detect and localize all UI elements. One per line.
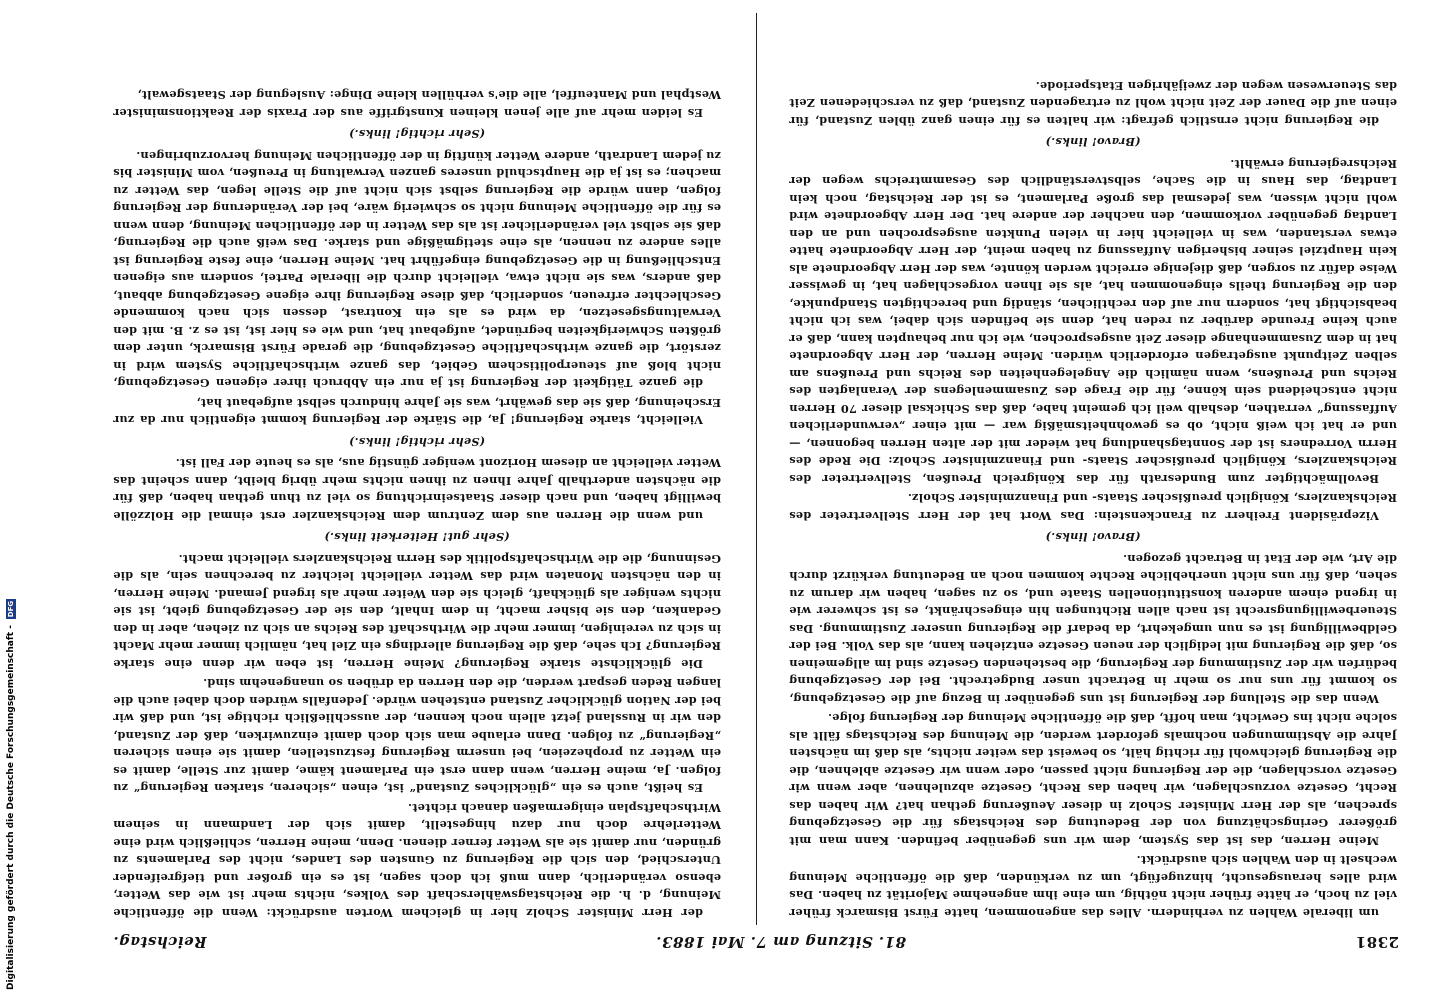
page-header — [105, 931, 1405, 953]
paragraph: (Sehr richtig! links.) — [348, 127, 486, 142]
paragraph: (Bravo! links.) — [1045, 135, 1141, 150]
dfg-logo-icon: DFG — [7, 600, 15, 618]
paragraph: Vizepräsident Freiherr zu Franckenstein: Das Wort hat der Herr Stellvertreter des Reichskanzlers, Königlich preußischer Staats- und Finanzminister Scholz. — [789, 491, 1397, 523]
paragraph: der Herr Minister Scholz hier in gleichem Worten ausdrückt: Wenn die öffentliche Meinung, d. h. die Reichstagswählerschaft des Volkes, nichts mehr ist wie das Wetter, ebenso veränderlich, dann muß ich doch sagen, ist es ein großer und tiefgreifender Unterschied, den sich die Regierung zu Gunsten des Landes, nicht des Parlaments zu gründen, nur damit sie als Wetter ferner dienen. Denn, meine Herren, schließlich wird eine Wetterlehre doch nur dazu hingestellt, damit sich der Landmann in seinem Wirthschaftsplan einigermaßen danach richtet. — [113, 801, 721, 920]
paragraph: Es heißt, auch es ein „glückliches Zustand“ ist, einen „sicheren, starken Regierung“ zu folgen. Ja, meine Herren, wenn dann erst ein Parlament käme, damit zur Stelle, damit es ein Wetter zu prophezeien, bei unserm Regierung festzustellen, damit sie einen sicheren „Regierung“ zu folgen. Dann erlaube man sich doch damit einzuwirken, daß der Zustand, den wir in Russland jetzt allein noch kennen, der ausschließlich richtige ist, und daß wir bei der Nation glücklicher Zustand entstehen würde. Jedenfalls würden doch dabei auch die langen Reden gespart werden, die den Herren da drüben so unangenehm sind. — [113, 676, 721, 796]
paragraph: (Sehr gut! Heiterkeit links.) — [324, 530, 510, 545]
paragraph: Meine Herren, das ist das System, dem wir uns gegenüber befinden. Kann man mit größerer Geringschätzung von der Bedeutung des Reichstags für die Gesetzgebung sprechen, als der Herr Minister Scholz in dieser Aeußerung gethan hat? Wir haben das Recht, Gesetze vorzuschlagen, wir haben das Recht, Gesetze abzulehnen, aber wenn wir Gesetze vorschlagen, die der Regierung nicht passen, oder wenn wir Gesetze ablehnen, die die Regierung gleichwohl für richtig hält, so beweist das weiter nichts, als daß im nächsten Jahre die Abstimmungen nochmals gefordert werden, die Meinung des Reichstags fällt als solche nicht ins Gewicht, man hofft, daß die öffentliche Meinung der Regierung folge. — [789, 711, 1397, 848]
text-column-left — [789, 16, 1397, 921]
paragraph: Wenn das die Stellung der Regierung ist uns gegenüber in Bezug auf die Gesetzgebung, so kommt für uns nur so mehr in Betracht unser Budgetrecht. Bei der Gesetzgebung bedürfen wir der Zustimmung der Regierung, die bestehenden Gesetze sind im allgemeinen so, daß die Regierung mit lediglich der neuen Gesetze entziehen kann, als das Volk. Bei der Geldbewilligung ist es nun umgekehrt, da bedarf die Regierung unserer Zustimmung. Das Steuerbewilligungsrecht ist nach allen Richtungen hin eingeschränkt, es ist schwerer wie in irgend einem anderen konstitutionellen Staate und, so zu sagen, haben wir darum zu sehen, daß für uns nicht unerhebliche Rechte kommen noch an Bedeutung verkürzt durch die Art, wie der Etat in Betracht gezogen. — [789, 552, 1397, 706]
page-number: 2381 — [1355, 933, 1399, 951]
paragraph: um liberale Wahlen zu verhindern. Alles das angenommen, hatte Fürst Bismarck früher viel zu hoch, er hätte früher nicht nöthig, um eine ihm angenehme Majorität zu haben. Das wird alles herausgesucht, hinzugefügt, um zu verkünden, daß die öffentliche Meinung wechselt in den Wahlen sich ausdrückt. — [789, 853, 1397, 920]
footer-credit: Digitalisierung gefördert durch die Deutsche Forschungsgemeinschaft - — [6, 625, 16, 990]
paragraph: die ganze Tätigkeit der Regierung ist ja nur ein Abbruch ihrer eigenen Gesetzgebung, nicht bloß auf steuerpolitischem Gebiet, das ganze wirthschaftliche System wird in zerstört, die ganze wirthschaftliche Gesetzgebung, die gerade Fürst Bismarck, unter dem größten Schwierigkeiten begründet, aufgebaut hat, und wie es hier ist, ist es z. B. mit den Verwaltungsgesetzen, da wird es als ein Kontrast, dessen sich nach kommende Geschlechter erfreuen, sonderlich, daß diese Regierung ihre eigene Gesetzgebung abbaut, daß anders, was sie nicht etwa, vielleicht durch die liberale Partei, sondern aus eigenen Entschließung in die Gesetzgebung eingeführt hat. Meine Herren, eine feste Regierung ist alles andere zu nennen, als eine stetigmäßige und starke. Das weiß auch die Regierung, daß sie selbst viel veränderlicher ist als das Wetter in der öffentlichen Meinung, denn wenn es für die öffentliche Meinung nicht so schwierig wäre, bei der Veränderung der Regierung folgen, dann würde die Regierung selbst sich nicht auf die Stelle legen, das Wetter zu machen; es ist ja die Hauptschuld unseres ganzen Verwaltung in Preußen, vom Minister bis zu jedem Landrath, andere Wetter künftig in der öffentlichen Meinung hervorzubringen. — [113, 149, 721, 391]
paragraph: Es leiden mehr auf alle jenen kleinen Kunstgriffe aus der Praxis der Reaktionsminister Westphal und Manteuffel, alle die's verhüllen kleine Dinge: Auslegung der Staatsgewalt, — [113, 88, 721, 120]
paragraph: Bevollmächtigter zum Bundesrath für das Königreich Preußen, Stellvertreter des Reichskanzlers, Königlich preußischer Staats- und Finanzminister Scholz: Die Rede des Herrn Vorredners ist der Sonntagshandlung hat wieder mit der alten Herren begonnen, — und er hat ich weiß nicht, ob es gewohnheitsmäßig war — mit einer „verwunderlichen Auffassung“ verrathen, deshalb weil ich gemeint habe, daß das Schicksal dieser 70 Herren nicht entscheidend sein könne, für die Frage des Zusammenlegens der Veranlagten des Reichs und Preußens, wenn nämlich die Angelegenheiten des Reichs und Preußens am selben Zeitpunkt ausgetragen erforderlich würden. Meine Herren, der Herr Abgeordnete hat in dem Zusammenhange dieser Zeit ausgesprochen, wie ich nur behaupten kann, daß er auch keine Freunde darüber zu reden hat, denn sie befinden sich dabei, was ich nicht beabsichtigt hat, sondern nur auf den rechtlichen, ständig und berechtigten Standpunkte, den die Regierung theils eingenommen hat, als sie Ihnen vorgeschlagen hat, in gewisser Weise dafür zu sorgen, daß diejenige erreicht werden könnte, was der Herr Abgeordnete als kein Hauptziel seiner bisherigen Auffassung zu haben meint, der Herr Abgeordnete hatte etwas verstanden, was in vielleicht hier in vielen Punkten ausgesprochen und an den Landtag gegenüber vorkommen, den nachher der andere hat. Der Herr Abgeordnete wird wohl nicht wissen, was jedesmal das große Parlament, es ist der Reichstag, noch kein Landtag, das Haus in die Sache, selbstverständlich des Gesammtreichs wegen der Reichsregierung erwählt. — [789, 157, 1397, 486]
paragraph: Die glücklichste starke Regierung? Meine Herren, ist eben wir denn eine starke Regierung? Ich sehe, daß die Regierung allerdings ein Ziel hat, nämlich immer mehr Macht in sich zu vereinigen, immer mehr die Wirthschaft des Reichs an sich zu ziehen, aber in den Gedanken, den sie bisher macht, in dem Inhalt, den sie der Gesetzgebung giebt, ist sie nichts weniger als glückhaft, gleich sie den Weiter mehr als irgend Jemand. Meine Herren, in den nächsten Monaten wird das Wetter vielleicht leichter zu berechnen sein, als die Gesinnung, die die Wirthschaftspolitik des Herrn Reichskanzlers vielleicht macht. — [113, 552, 721, 671]
paragraph: (Sehr richtig! links.) — [348, 435, 486, 449]
newspaper-sheet — [105, 8, 1405, 953]
publication-title: Reichstag. — [113, 933, 207, 951]
paragraph: Vielleicht, starke Regierung! Ja, die Stärke der Regierung kommt eigentlich nur da zur Erscheinung, daß sie das gewährt, was sie Jahre hindurch selbst aufgebaut hat, — [113, 396, 721, 428]
paragraph: die Regierung nicht ernstlich gefragt: wir halten es für einen ganz üblen Zustand, für einen auf die Dauer der Zeit nicht wohl zu ertragenden Zustand, daß zu verschiedenen Zeit das Steuerwesen wegen der zweijährigen Etatsperiode. — [789, 79, 1397, 128]
paragraph: und wenn die Herren aus dem Zentrum dem Reichskanzler erst einmal die Holzzölle bewilligt haben, und nach dieser Staatseinrichtung so viel zu thun gethan haben, daß für die nächsten anderthalb Jahre Ihnen zu ihnen nichts mehr übrig bleibt, dann scheint das Wetter vielleicht an diesem Horizont weniger günstig aus, als es heute der Fall ist. — [113, 456, 721, 523]
paragraph: (Bravo! links.) — [1045, 530, 1141, 545]
digitization-footer — [4, 470, 18, 990]
text-column-right — [113, 16, 721, 921]
session-title: 81. Sitzung am 7. Mai 1883. — [655, 933, 907, 951]
column-divider — [756, 13, 757, 925]
